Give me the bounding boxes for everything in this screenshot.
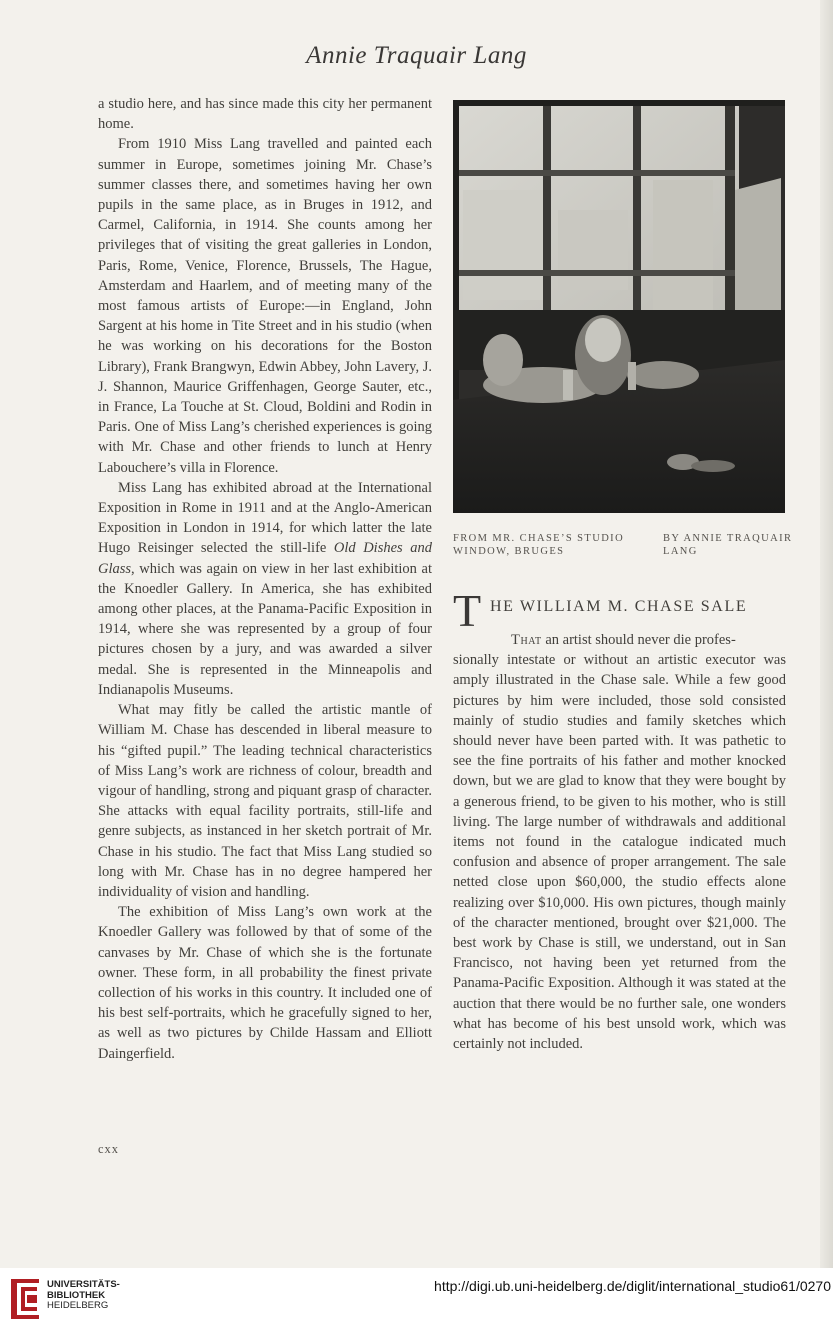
paragraph-exhibitions bbox=[98, 478, 432, 700]
right-column bbox=[453, 630, 786, 1054]
drop-cap: T bbox=[453, 585, 482, 636]
source-url-link[interactable]: http://digi.ub.uni-heidelberg.de/diglit/international_studio61/0270 bbox=[434, 1278, 831, 1294]
library-name bbox=[47, 1280, 120, 1312]
lead-smallcaps: That bbox=[511, 632, 542, 648]
library-name-line: UNIVERSITÄTS- bbox=[47, 1279, 120, 1290]
text-run: , which was again on view in her last exhibition at the Knoedler Gallery. In America, she has exhibited among other places, at the Panama-Pacific Exposition in 1914, where she was represented by a group of four pictures chosen by a jury, and was awarded a silver medal. She is represented in the Minneapolis and Indianapolis Museums. bbox=[98, 560, 432, 698]
library-name-line: BIBLIOTHEK bbox=[47, 1289, 106, 1301]
lead-line bbox=[453, 630, 786, 650]
text-run: Miss Lang has exhibited abroad at the International Exposition in Rome in 1911 and at the Anglo-American Exposition in London in 1914, for which latter the late Hugo Reisinger selected the still-life bbox=[98, 479, 432, 557]
running-head: Annie Traquair Lang bbox=[306, 42, 527, 69]
figure-caption-title: FROM MR. CHASE’S STUDIO WINDOW, BRUGES bbox=[453, 533, 625, 557]
section-heading bbox=[453, 585, 793, 636]
paragraph: sionally intestate or without an artistic executor was amply illustrated in the Chase sale. While a few good pictures by him were included, those sold consisted mainly of studio studies and family sketches which should never have been parted with. It was pathetic to see the fine portraits of his father and mother knocked down, but we are glad to know that they were bought by a generous friend, to be given to his mother, who is still living. The large number of withdrawals and additional items not found in the catalogue indicated much confusion and absence of proper arrangement. The sale netted close upon $60,000, the studio effects alone realizing over $10,000. His own pictures, though mainly of the character mentioned, brought over $21,000. The best work by Chase is still, we understand, out in San Francisco, not having been yet returned from the Panama-Pacific Exposition. Although it was stated at the auction that there would be no further sale, one wonders what has become of his best unsold work, which was certainly not included. bbox=[453, 652, 786, 1053]
painting-reproduction bbox=[453, 100, 785, 513]
page-number: cxx bbox=[98, 1142, 120, 1156]
painting-window-still-life bbox=[453, 100, 785, 513]
paragraph: From 1910 Miss Lang travelled and painted each summer in Europe, sometimes joining Mr. Chase’s summer classes there, and sometimes having her own pupils in the same place, as in Bruges in 1912, and Carmel, California, in 1914. She counts among her privileges that of visiting the great galleries in London, Paris, Rome, Venice, Florence, Brussels, The Hague, Amsterdam and Haarlem, and of meeting many of the most famous artists of Europe:—in England, John Sargent at his home in Tite Street and in his studio (when he was working on his decorations for the Boston Library), Frank Brangwyn, Edwin Abbey, John Lavery, J. J. Shannon, Maurice Griffenhagen, George Sauter, etc., in France, La Touche at St. Cloud, Boldini and Rodin in Paris. One of Miss Lang’s cherished experiences is going with Mr. Chase and other friends to lunch at Henry Labouchere’s villa in Florence. bbox=[98, 136, 432, 476]
paragraph: a studio here, and has since made this city her permanent home. bbox=[98, 96, 432, 133]
library-name-line: HEIDELBERG bbox=[47, 1300, 109, 1311]
paragraph: The exhibition of Miss Lang’s own work at the Knoedler Gallery was followed by that of some of the canvases by Mr. Chase of which she is the fortunate owner. These form, in all probability the finest private collection of his works in this country. It included one of his best self-portraits, which he gracefully signed to her, as well as two pictures by Childe Hassam and Elliott Daingerfield. bbox=[98, 904, 432, 1062]
paragraph: What may fitly be called the artistic mantle of William M. Chase has descended in liberal measure to his “gifted pupil.” The leading technical characteristics of Miss Lang’s work are richness of colour, breadth and vigour of handling, strong and piquant grasp of character. She attacks with equal facility portraits, still-life and genre subjects, as instanced in her sketch portrait of Mr. Chase in his studio. The fact that Miss Lang studied so long with Mr. Chase has in no degree hampered her individuality of vision and handling. bbox=[98, 702, 432, 900]
left-column bbox=[98, 94, 432, 1064]
section-title: HE WILLIAM M. CHASE SALE bbox=[490, 598, 748, 615]
figure-caption-artist: BY ANNIE TRAQUAIR LANG bbox=[663, 533, 793, 557]
text-run: an artist should never die profes- bbox=[541, 632, 736, 648]
artwork-title: Old Dishes and Glass bbox=[98, 540, 432, 577]
page-edge bbox=[820, 0, 833, 1268]
